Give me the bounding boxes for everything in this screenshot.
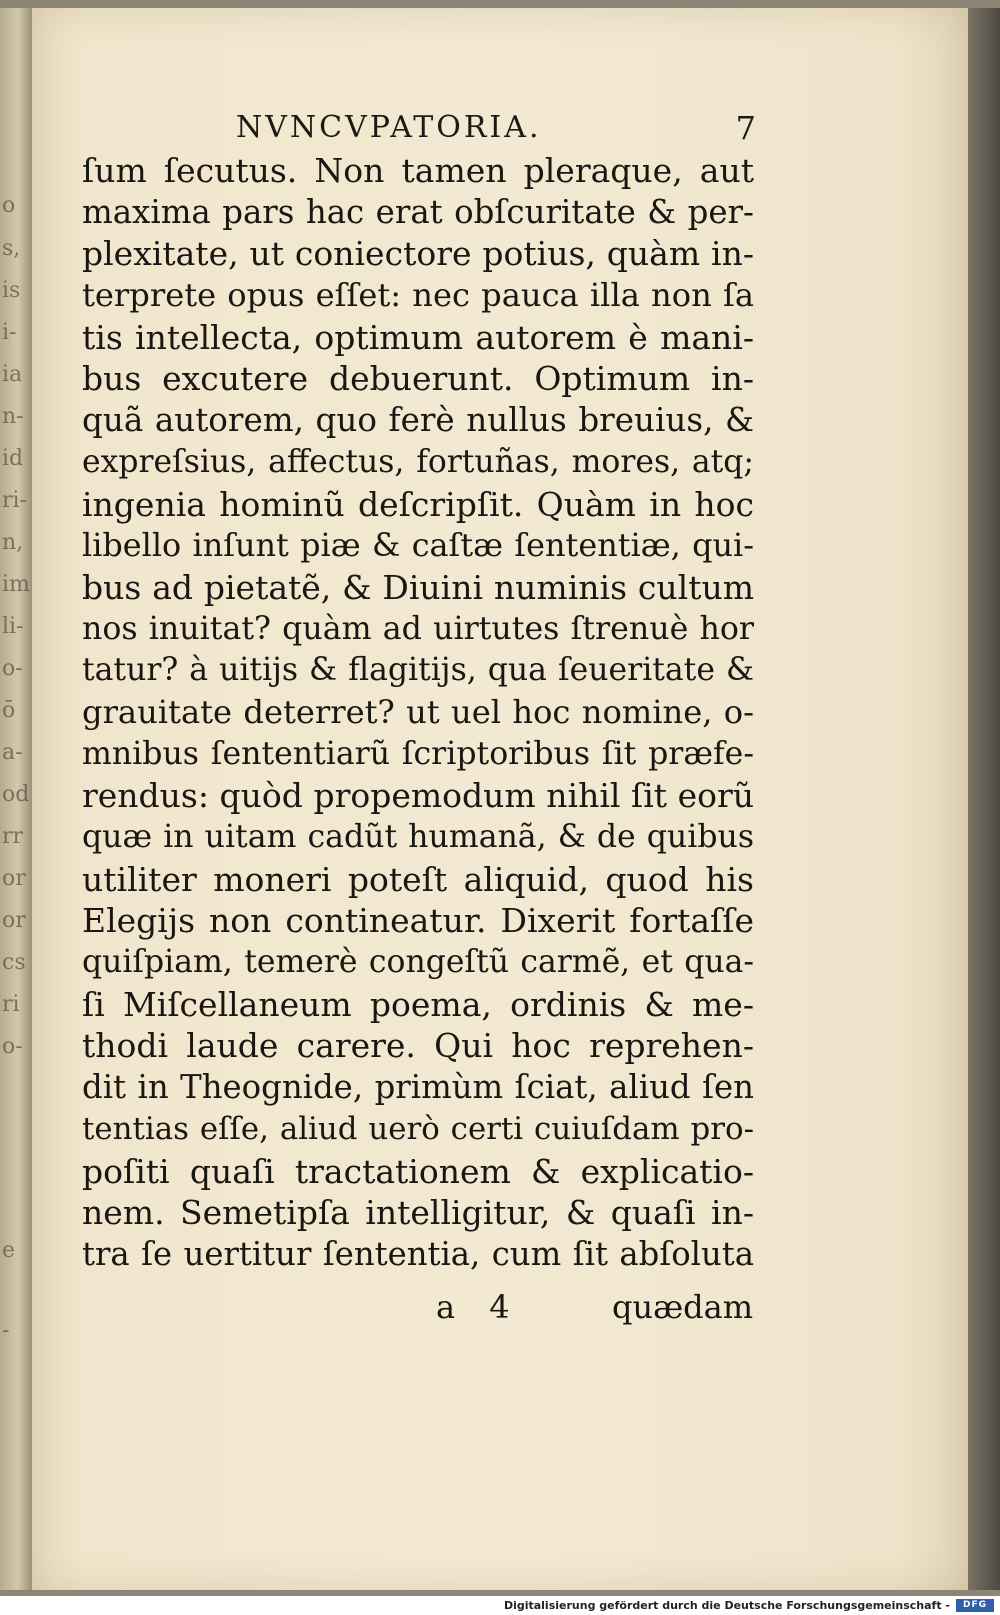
text-line: bus excutere debuerunt. Optimum in-	[82, 359, 754, 399]
bleed-fragment: ō	[2, 698, 16, 723]
bleed-fragment: ri	[2, 992, 20, 1017]
text-line: ingenia hominũ deſcripſit. Quàm in hoc	[82, 484, 754, 524]
text-line: mnibus ſententiarũ ſcriptoribus ſit præfe-	[82, 735, 754, 772]
bleed-fragment: or	[2, 866, 26, 891]
bleed-fragment: o	[2, 193, 16, 218]
text-line: terprete opus eſſet: nec pauca illa non ſa	[82, 276, 754, 315]
text-line: tra ſe uertitur ſententia, cum ſit abſoluta	[82, 1234, 754, 1273]
bleed-fragment: od	[2, 782, 30, 807]
text-line: rendus: quòd propemodum nihil ſit eorũ	[82, 776, 754, 816]
catchword: quædam	[612, 1288, 754, 1326]
bleed-fragment: li-	[2, 614, 24, 639]
bleed-fragment: ri-	[2, 488, 27, 513]
bleed-fragment: o-	[2, 1034, 23, 1059]
text-line: maxima pars hac erat obſcuritate & per-	[82, 192, 754, 231]
bleed-fragment: cs	[2, 950, 26, 975]
text-line: expreſsius, affectus, fortuñas, mores, atq;	[82, 443, 754, 480]
text-line: ſi Miſcellaneum poema, ordinis & me-	[82, 984, 754, 1024]
text-line: ſum ſecutus. Non tamen pleraque, aut	[82, 151, 754, 190]
dfg-logo: DFG	[956, 1599, 994, 1612]
text-line: tatur? à uitijs & flagitijs, qua ſeueritate &	[82, 652, 754, 689]
bleed-fragment: ia	[2, 362, 23, 387]
text-line: quã autorem, quo ferè nullus breuius, &	[82, 401, 754, 440]
body-text	[82, 150, 754, 1276]
bleed-fragment: e	[2, 1238, 16, 1263]
text-line: nem. Semetipſa intelligitur, & quaſi in-	[82, 1193, 754, 1233]
text-line: Elegijs non contineatur. Dixerit fortaſſe	[82, 901, 754, 941]
text-line: dit in Theognide, primùm ſciat, aliud ſen	[82, 1068, 754, 1107]
page-number: 7	[735, 109, 756, 147]
text-line: tentias eſſe, aliud uerò certi cuiuſdam pro-	[82, 1110, 754, 1147]
bleed-fragment: n,	[2, 530, 24, 555]
text-line: quæ in uitam cadũt humanã, & de quibus	[82, 819, 754, 855]
text-line: thodi laude carere. Qui hoc reprehen-	[82, 1026, 754, 1066]
bleed-fragment: o-	[2, 656, 23, 681]
bleed-fragment: n-	[2, 404, 24, 429]
bleed-fragment: or	[2, 908, 26, 933]
page-header	[236, 108, 756, 148]
bleed-fragment: i-	[2, 320, 17, 345]
running-head: NVNCVPATORIA.	[236, 110, 542, 145]
text-line: plexitate, ut coniectore potius, quàm in-	[82, 234, 754, 274]
bleed-fragment: s,	[2, 236, 21, 261]
text-line: grauitate deterret? ut uel hoc nomine, o-	[82, 692, 754, 731]
text-line: nos inuitat? quàm ad uirtutes ſtrenuè hor	[82, 610, 754, 647]
scan-right-edge	[968, 8, 1000, 1590]
text-line: libello inſunt piæ & caſtæ ſententiæ, qui-	[82, 526, 754, 565]
text-line: bus ad pietatẽ, & Diuini numinis cultum	[82, 567, 754, 607]
digitization-credit: Digitalisierung gefördert durch die Deutsche Forschungsgemeinschaft -	[503, 1599, 950, 1612]
text-line: utiliter moneri poteſt aliquid, quod his	[82, 859, 754, 899]
bleed-fragment: im	[2, 572, 30, 597]
bleed-fragment: id	[2, 446, 24, 471]
bleed-fragment: -	[2, 1318, 10, 1343]
bleed-fragment: a-	[2, 740, 23, 765]
signature-mark: a 4	[436, 1288, 522, 1326]
bleed-fragment: is	[2, 278, 21, 303]
text-line: poſiti quaſi tractationem & explicatio-	[82, 1151, 754, 1191]
left-page-edge	[0, 8, 32, 1590]
text-line: tis intellecta, optimum autorem è mani-	[82, 317, 754, 357]
text-line: quiſpiam, temerè congeſtũ carmẽ, et qua-	[82, 944, 754, 981]
bleed-fragment: rr	[2, 824, 24, 849]
